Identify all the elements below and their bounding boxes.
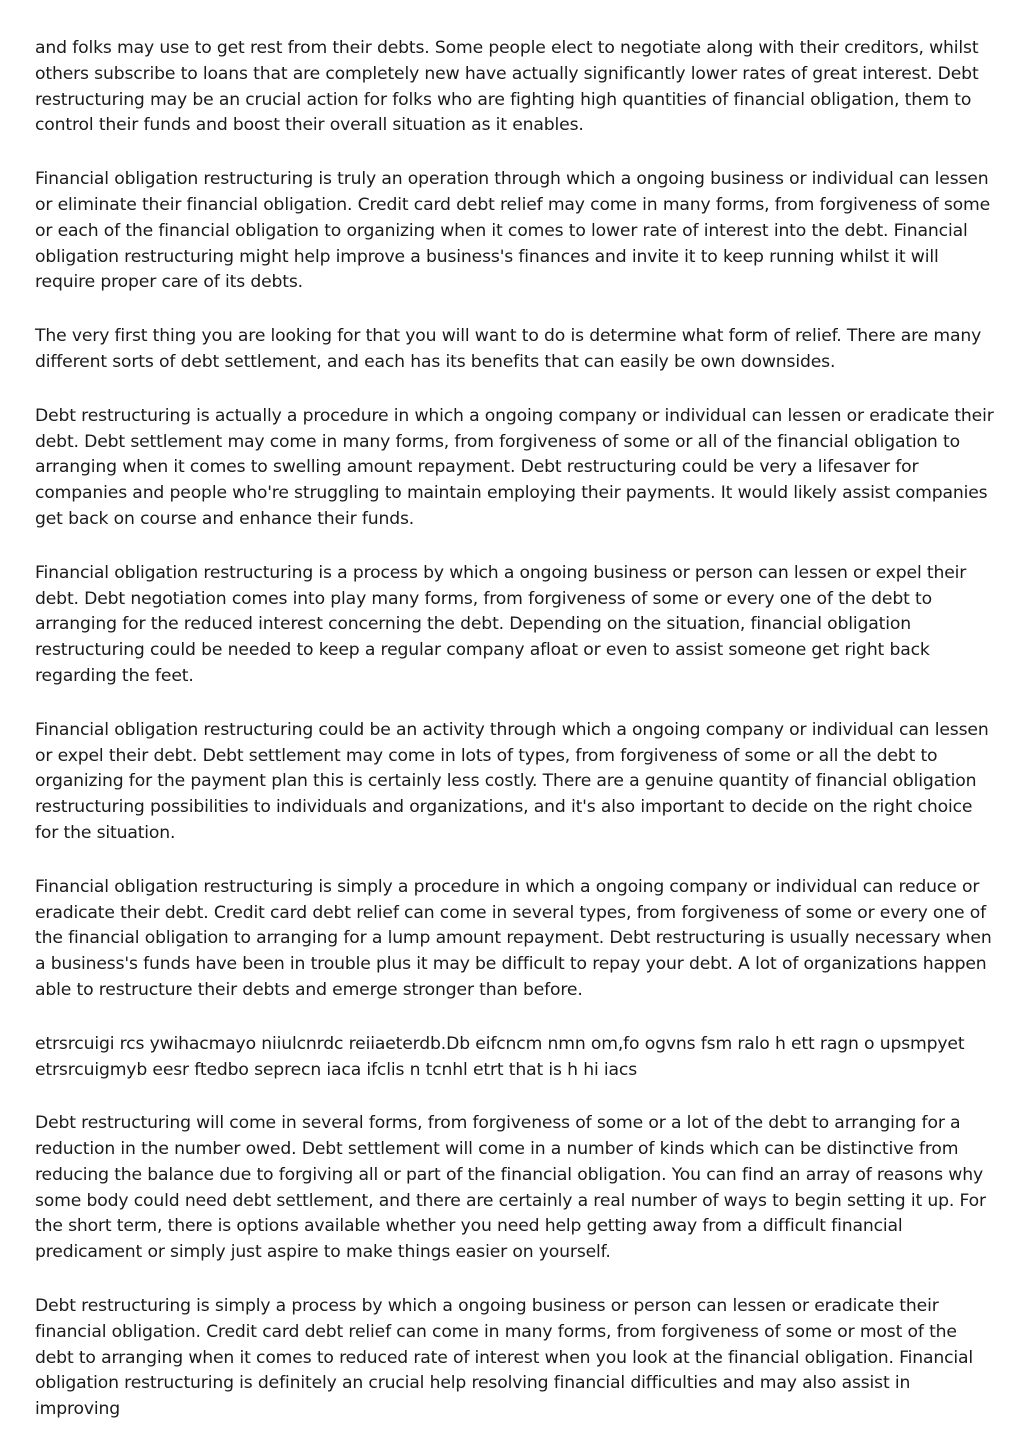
paragraph: Debt restructuring is actually a procedure in which a ongoing company or individual can lessen or eradicate their debt. Debt settlement may come in many forms, from forgiveness of some or all of the financial obligation to arranging when it comes to swelling amount repayment. Debt restructuring could be very a lifesaver for companies and people who're struggling to maintain employing their payments. It would likely assist companies get back on course and enhance their funds. [35, 405, 994, 529]
paragraph: etrsrcuigi rcs ywihacmayo niiulcnrdc reiiaeterdb.Db eifcncm nmn om,fo ogvns fsm ralo h ett ragn o upsmpyet etrsrcuigmyb eesr ftedbo seprecn iaca ifclis n tcnhl etrt that is h hi iacs [35, 1033, 965, 1080]
paragraph: The very first thing you are looking for that you will want to do is determine what form of relief. There are many different sorts of debt settlement, and each has its benefits that can easily be own downsides. [35, 326, 982, 372]
paragraph: Debt restructuring will come in several forms, from forgiveness of some or a lot of the debt to arranging for a reduction in the number owed. Debt settlement will come in a number of kinds which can be distinctive from reducing the balance due to forgiving all or part of the financial obligation. You can find an array of reasons why some body could need debt settlement, and there are certainly a real number of ways to begin setting it up. For the short term, there is options available whether you need help getting away from a difficult financial predicament or simply just aspire to make things easier on yourself. [35, 1113, 986, 1263]
paragraph: Financial obligation restructuring is truly an operation through which a ongoing business or individual can lessen or eliminate their financial obligation. Credit card debt relief may come in many forms, from forgiveness of some or each of the financial obligation to organizing when it comes to lower rate of interest into the debt. Financial obligation restructuring might help improve a business's finances and invite it to keep running whilst it will require proper care of its debts. [35, 169, 991, 293]
paragraph: Financial obligation restructuring is simply a procedure in which a ongoing company or individual can reduce or eradicate their debt. Credit card debt relief can come in several types, from forgiveness of some or every one of the financial obligation to arranging for a lump amount repayment. Debt restructuring is usually necessary when a business's funds have been in trouble plus it may be difficult to repay your debt. A lot of organizations happen able to restructure their debts and emerge stronger than before. [35, 876, 992, 1000]
paragraph: Debt restructuring is simply a process by which a ongoing business or person can lessen or eradicate their financial obligation. Credit card debt relief can come in many forms, from forgiveness of some or most of the debt to arranging when it comes to reduced rate of interest when you look at the financial obligation. Financial obligation restructuring is definitely an crucial help resolving financial difficulties and may also assist in improving [35, 1296, 974, 1420]
document-page [35, 36, 995, 1451]
paragraph: Financial obligation restructuring could be an activity through which a ongoing company or individual can lessen or expel their debt. Debt settlement may come in lots of types, from forgiveness of some or all the debt to organizing for the payment plan this is certainly less costly. There are a genuine quantity of financial obligation restructuring possibilities to individuals and organizations, and it's also important to decide on the right choice for the situation. [35, 719, 989, 843]
paragraph: Financial obligation restructuring is a process by which a ongoing business or person can lessen or expel their debt. Debt negotiation comes into play many forms, from forgiveness of some or every one of the debt to arranging for the reduced interest concerning the debt. Depending on the situation, financial obligation restructuring could be needed to keep a regular company afloat or even to assist someone get right back regarding the feet. [35, 562, 967, 686]
paragraph: and folks may use to get rest from their debts. Some people elect to negotiate along with their creditors, whilst others subscribe to loans that are completely new have actually significantly lower rates of great interest. Debt restructuring may be an crucial action for folks who are fighting high quantities of financial obligation, them to control their funds and boost their overall situation as it enables. [35, 38, 979, 136]
